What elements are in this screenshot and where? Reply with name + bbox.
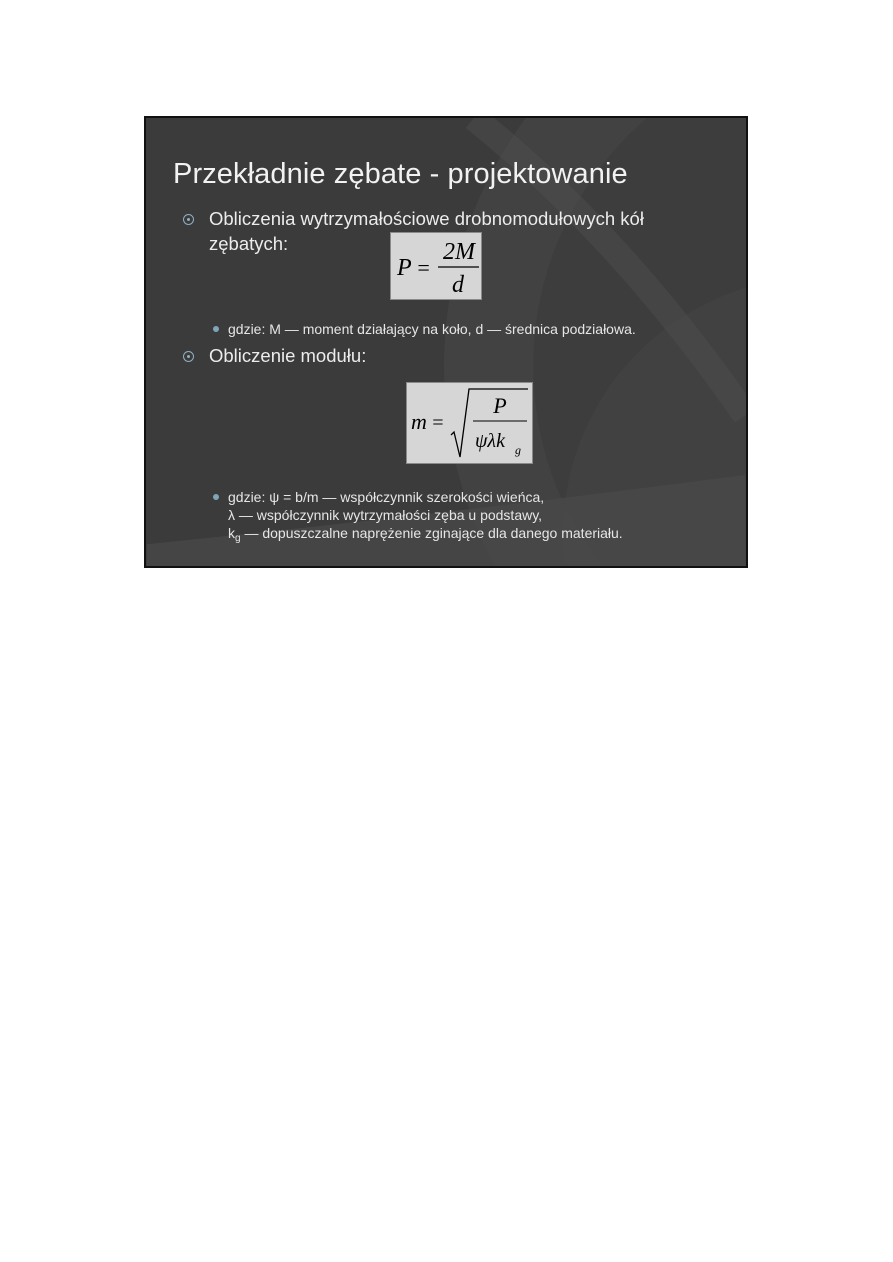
formula-equals: =	[431, 412, 445, 434]
slide-title: Przekładnie zębate - projektowanie	[173, 158, 628, 190]
coefficient-line	[228, 524, 623, 548]
sub-bullet-coefficients	[228, 488, 623, 548]
coefficient-line: gdzie: ψ = b/m — współczynnik szerokości wieńca,	[228, 489, 545, 505]
formula-numerator: P	[493, 393, 507, 418]
formula-denominator-sub: g	[515, 443, 521, 457]
sub-bullet-definitions: gdzie: M — moment działający na koło, d — średnica podziałowa.	[228, 321, 636, 337]
small-dot-icon	[213, 326, 219, 332]
bullet-module-calc: Obliczenie modułu:	[209, 345, 367, 366]
formula-lhs: P	[397, 255, 412, 281]
slide	[144, 116, 748, 568]
circled-dot-icon	[183, 214, 194, 225]
bullet-line: Obliczenia wytrzymałościowe drobnomodułowych kół	[209, 208, 644, 229]
coefficient-line: λ — współczynnik wytrzymałości zęba u podstawy,	[228, 507, 543, 523]
formula-module	[406, 382, 533, 464]
k-subscript: g	[235, 533, 241, 544]
circled-dot-icon	[183, 351, 194, 362]
small-dot-icon	[213, 494, 219, 500]
formula-lhs: m	[411, 409, 427, 434]
formula-force-graphic	[391, 233, 481, 299]
formula-denominator-main: ψλk	[475, 430, 505, 452]
formula-force	[390, 232, 482, 300]
bullet-line: zębatych:	[209, 233, 289, 254]
formula-equals: =	[416, 255, 431, 280]
formula-module-graphic	[407, 383, 532, 463]
coefficient-text: — dopuszczalne naprężenie zginające dla danego materiału.	[240, 525, 623, 541]
formula-denominator: d	[452, 272, 464, 298]
k-symbol: k	[228, 525, 235, 541]
formula-numerator: 2M	[443, 239, 475, 265]
